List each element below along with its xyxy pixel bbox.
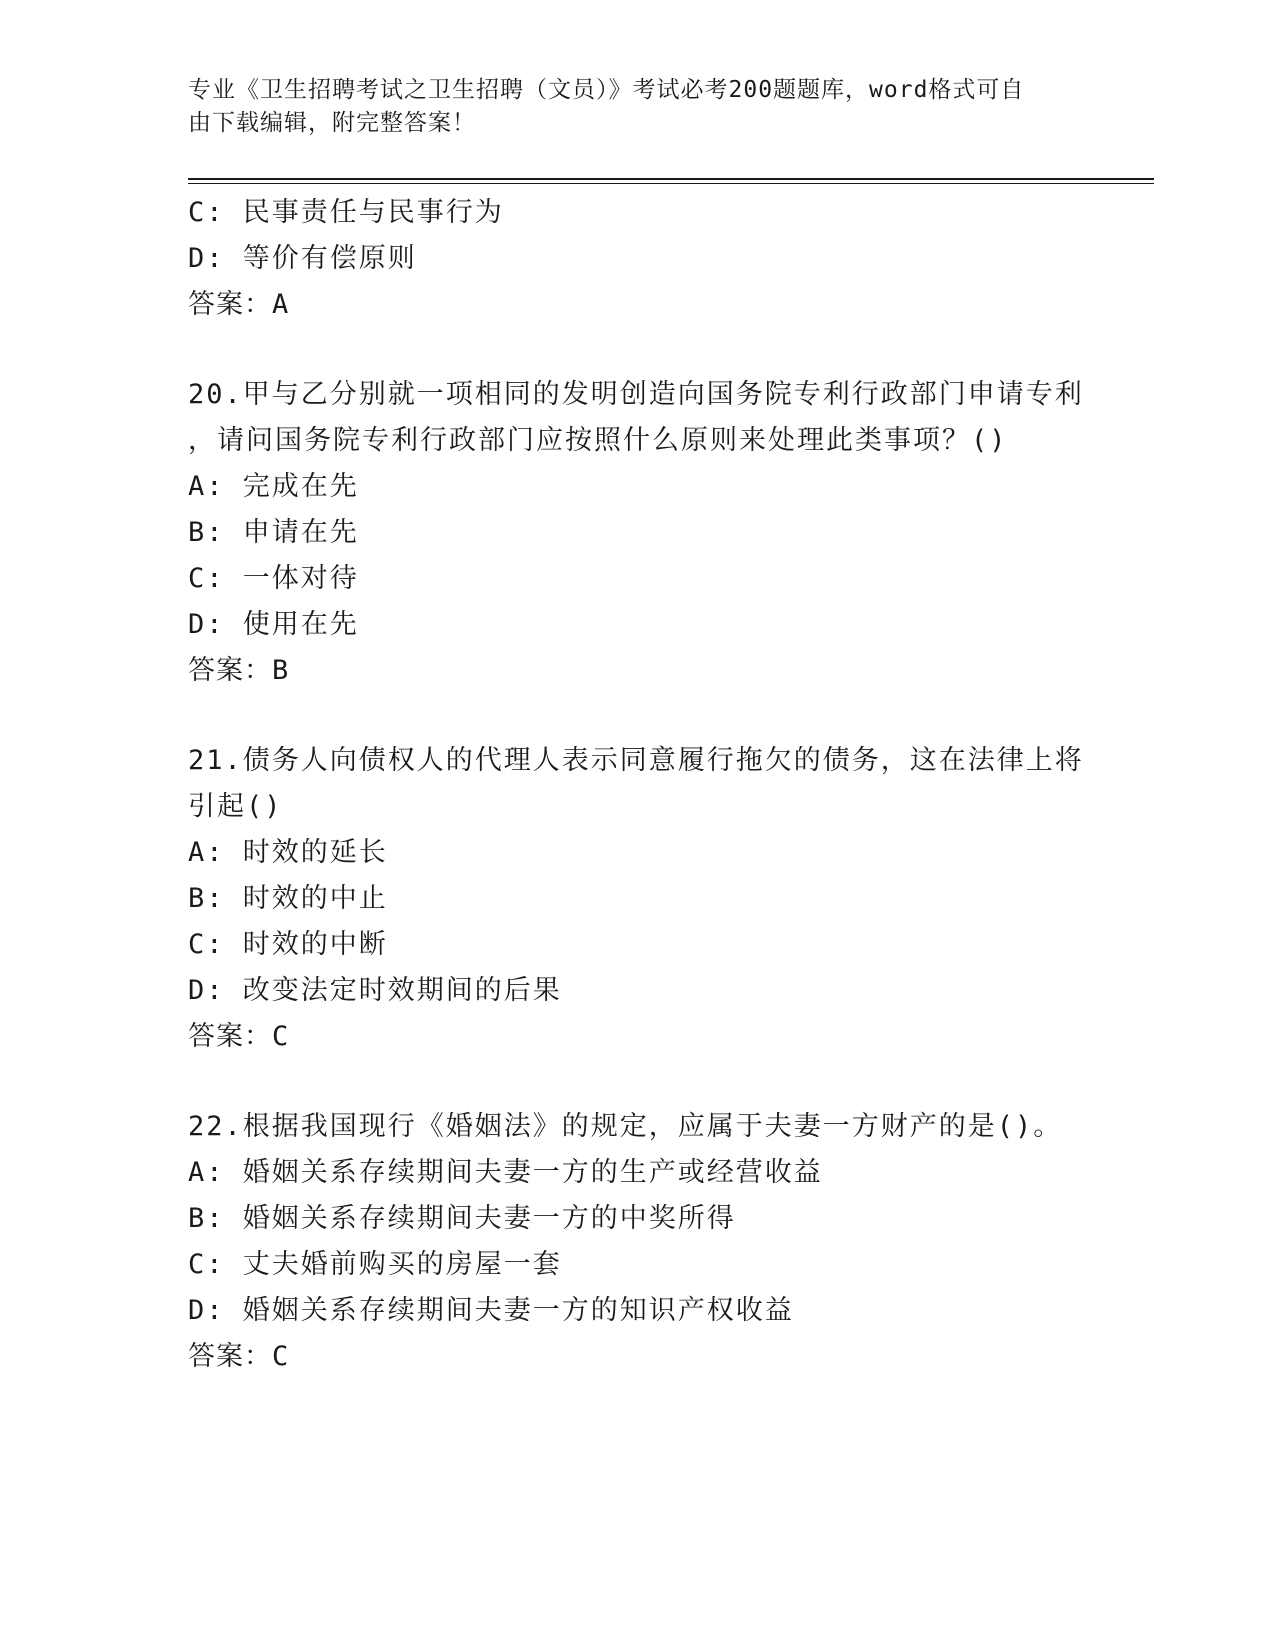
answer-line: 答案：B xyxy=(188,655,290,686)
option-b: B: 时效的中止 xyxy=(188,883,388,914)
option-d: D: 使用在先 xyxy=(188,609,359,640)
question-stem-line: ，请问国务院专利行政部门应按照什么原则来处理此类事项？() xyxy=(188,425,1008,456)
option-b: B: 申请在先 xyxy=(188,517,359,548)
question-20 xyxy=(188,372,1088,694)
answer-line: 答案：C xyxy=(188,1341,290,1372)
question-22 xyxy=(188,1104,1088,1380)
previous-question-tail xyxy=(188,190,1088,328)
question-stem-line: 引起() xyxy=(188,791,283,822)
option-a: A: 完成在先 xyxy=(188,471,359,502)
option-a: A: 时效的延长 xyxy=(188,837,388,868)
header-line-2: 由下载编辑，附完整答案！ xyxy=(188,110,476,136)
question-list xyxy=(188,190,1088,1380)
option-a: A: 婚姻关系存续期间夫妻一方的生产或经营收益 xyxy=(188,1157,823,1188)
option-d: D: 等价有偿原则 xyxy=(188,243,417,274)
question-stem-line: 21.债务人向债权人的代理人表示同意履行拖欠的债务，这在法律上将 xyxy=(188,745,1084,776)
header-divider-thin xyxy=(188,183,1154,184)
answer-line: 答案：C xyxy=(188,1021,290,1052)
document-header xyxy=(188,74,1068,140)
question-stem-line: 22.根据我国现行《婚姻法》的规定，应属于夫妻一方财产的是()。 xyxy=(188,1111,1063,1142)
option-c: C: 丈夫婚前购买的房屋一套 xyxy=(188,1249,562,1280)
option-c: C: 民事责任与民事行为 xyxy=(188,197,504,228)
header-line-1: 专业《卫生招聘考试之卫生招聘（文员）》考试必考200题题库，word格式可自 xyxy=(188,77,1025,103)
question-21 xyxy=(188,738,1088,1060)
header-divider-thick xyxy=(188,178,1154,180)
question-stem-line: 20.甲与乙分别就一项相同的发明创造向国务院专利行政部门申请专利 xyxy=(188,379,1084,410)
option-d: D: 改变法定时效期间的后果 xyxy=(188,975,562,1006)
answer-line: 答案：A xyxy=(188,289,290,320)
option-c: C: 一体对待 xyxy=(188,563,359,594)
option-c: C: 时效的中断 xyxy=(188,929,388,960)
option-d: D: 婚姻关系存续期间夫妻一方的知识产权收益 xyxy=(188,1295,794,1326)
option-b: B: 婚姻关系存续期间夫妻一方的中奖所得 xyxy=(188,1203,736,1234)
